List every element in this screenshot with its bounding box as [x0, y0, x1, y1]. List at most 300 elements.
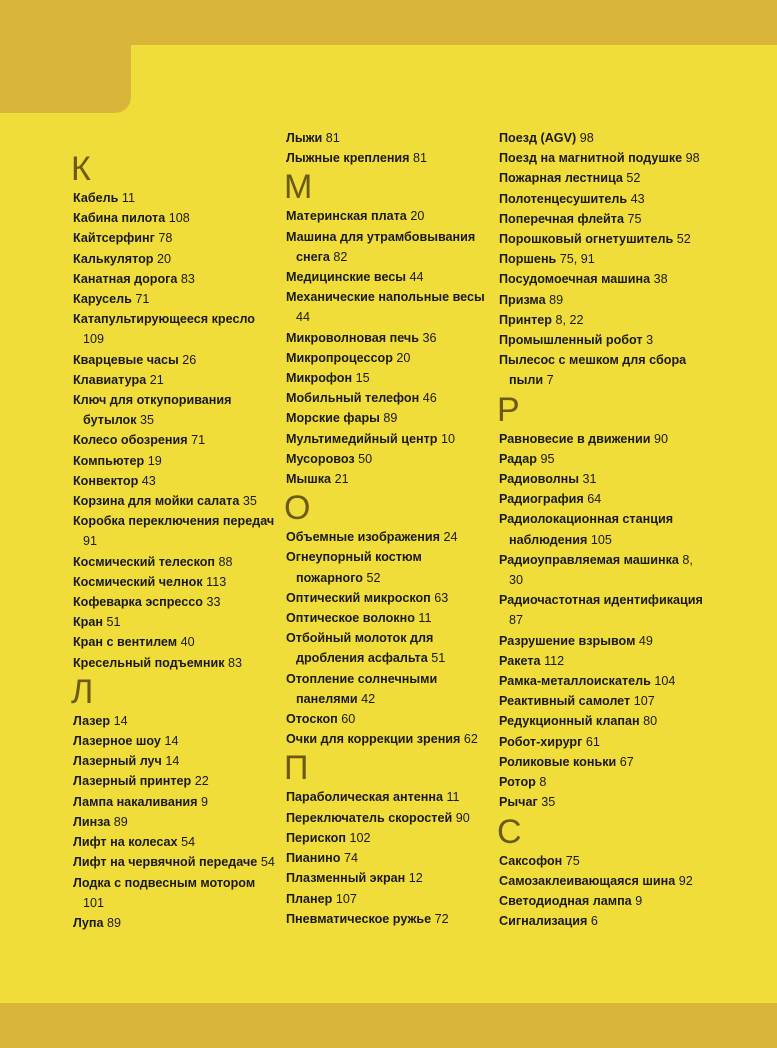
entry-line: [286, 230, 475, 244]
entry-term: Огнеупорный костюм: [286, 550, 422, 565]
entry-page-number: 21: [149, 372, 164, 387]
page-tab-notch: [0, 0, 131, 113]
entry-term: Лазерный луч: [73, 754, 162, 769]
entry-page-number: 87: [509, 613, 524, 628]
entry-line: [286, 351, 410, 365]
entry-term: Мусоровоз: [286, 451, 355, 466]
entry-term: Отоскоп: [286, 712, 338, 727]
index-entry: [286, 868, 496, 888]
entry-term: наблюдения: [509, 532, 588, 547]
entry-page-number: 46: [422, 391, 437, 406]
entry-page-number: 91: [83, 534, 98, 549]
entry-page-number: 104: [654, 674, 676, 689]
entry-term: Параболическая антенна: [286, 790, 443, 805]
index-entry: [499, 429, 709, 449]
index-entry: [286, 547, 496, 587]
entry-page-number: 43: [141, 473, 156, 488]
entry-term: Кран: [73, 615, 103, 630]
entry-term: Рамка-металлоискатель: [499, 674, 651, 689]
entry-page-number: 107: [335, 891, 357, 906]
entry-line: [286, 871, 423, 885]
entry-page-number: 63: [434, 590, 449, 605]
entry-page-number: 21: [334, 472, 349, 487]
index-entry: [499, 128, 709, 148]
entry-term: Компьютер: [73, 453, 145, 468]
index-entry: [73, 511, 283, 551]
entry-term: снега: [296, 249, 330, 264]
entry-term: Кабель: [73, 191, 119, 205]
entry-line: [286, 912, 449, 926]
index-entry: [286, 588, 496, 608]
index-entry: [73, 552, 283, 572]
entry-line: [73, 635, 195, 649]
entry-term: Призма: [499, 292, 546, 307]
index-entry: [499, 772, 709, 792]
entry-page-number: 38: [653, 272, 668, 287]
entry-page-number: 8,: [682, 552, 693, 567]
entry-term: Механические напольные весы: [286, 290, 485, 305]
entry-line: [73, 252, 171, 266]
entry-line: [73, 272, 195, 286]
entry-page-number: 22: [194, 774, 209, 789]
entry-term: пожарного: [296, 570, 363, 585]
index-entry: [499, 631, 709, 651]
entry-page-number: 35: [140, 413, 155, 428]
entry-term: Отопление солнечными: [286, 671, 438, 686]
entry-page-number: 35: [541, 795, 556, 810]
entry-line: [499, 795, 555, 809]
index-entry: [73, 653, 283, 673]
entry-page-number: 30: [509, 573, 524, 588]
entry-line: [73, 835, 195, 849]
entry-line: [286, 290, 485, 304]
index-entry: [499, 350, 709, 390]
entry-page-number: 14: [164, 734, 179, 749]
index-entry: [499, 249, 709, 269]
index-entry: [73, 289, 283, 309]
entry-line: [286, 851, 358, 865]
entry-line: [73, 433, 205, 447]
entry-line: [286, 631, 433, 645]
entry-page-number: 89: [383, 411, 398, 426]
index-entry: [499, 891, 709, 911]
entry-term: Перископ: [286, 830, 346, 845]
entry-term: дробления асфальта: [296, 651, 428, 666]
index-entry: [286, 729, 496, 749]
entry-line: [286, 151, 427, 165]
entry-page-number: 108: [168, 211, 190, 226]
entry-line: [286, 831, 370, 845]
entry-page-number: 3: [646, 333, 654, 348]
entry-line: [499, 472, 597, 486]
index-entry: [73, 771, 283, 791]
entry-term: Кабина пилота: [73, 211, 166, 226]
entry-line: [286, 550, 422, 564]
index-entry: [73, 309, 283, 349]
entry-term: Пневматическое ружье: [286, 911, 432, 926]
entry-page-number: 10: [441, 431, 456, 446]
entry-line: [286, 247, 496, 267]
entry-line: [286, 530, 457, 544]
entry-line: [73, 474, 156, 488]
index-section: [286, 128, 496, 168]
entry-line: [73, 855, 275, 869]
entry-line: [499, 634, 653, 648]
entry-line: [73, 656, 242, 670]
entry-page-number: 15: [355, 371, 370, 386]
index-section: [286, 749, 496, 928]
entry-term: Оптическое волокно: [286, 611, 415, 626]
entry-line: [286, 712, 355, 726]
index-entry: [286, 287, 496, 327]
entry-page-number: 20: [156, 251, 171, 266]
entry-page-number: 8: [539, 775, 547, 790]
entry-term: бутылок: [83, 413, 137, 428]
entry-term: Канатная дорога: [73, 271, 178, 286]
index-entry: [73, 430, 283, 450]
entry-line: [73, 754, 179, 768]
index-section: [499, 813, 709, 932]
entry-line: [73, 410, 283, 430]
entry-page-number: 36: [422, 330, 437, 345]
entry-page-number: 80: [643, 714, 658, 729]
entry-term: Материнская плата: [286, 209, 407, 224]
entry-term: Поперечная флейта: [499, 211, 624, 226]
index-entry: [286, 267, 496, 287]
entry-term: Космический телескоп: [73, 554, 215, 569]
entry-page-number: 105: [590, 532, 612, 547]
entry-page-number: 12: [408, 871, 423, 886]
entry-term: Поезд (AGV): [499, 131, 577, 145]
entry-line: [499, 593, 703, 607]
entry-term: Пианино: [286, 851, 341, 866]
entry-page-number: 51: [106, 615, 121, 630]
entry-line: [73, 734, 178, 748]
entry-page-number: 61: [585, 734, 600, 749]
entry-term: Полотенцесушитель: [499, 191, 628, 206]
index-entry: [499, 651, 709, 671]
section-letter: Р: [497, 390, 520, 429]
entry-page-number: 98: [579, 131, 594, 145]
entry-term: Радар: [499, 451, 537, 466]
entry-term: Карусель: [73, 292, 132, 307]
entry-line: [73, 353, 196, 367]
entry-term: Кофеварка эспрессо: [73, 595, 203, 610]
entry-line: [73, 494, 257, 508]
entry-line: [499, 492, 601, 506]
index-entry: [286, 368, 496, 388]
entry-term: Принтер: [499, 312, 552, 327]
entry-line: [73, 774, 209, 788]
entry-term: Микрофон: [286, 371, 353, 386]
entry-line: [499, 212, 641, 226]
entry-page-number: 20: [410, 209, 425, 224]
entry-term: Лифт на колесах: [73, 835, 178, 850]
index-entry: [73, 188, 283, 208]
entry-page-number: 82: [333, 249, 348, 264]
entry-page-number: 72: [434, 911, 449, 926]
index-entry: [73, 471, 283, 491]
entry-line: [73, 329, 283, 349]
entry-term: Равновесие в движении: [499, 431, 651, 446]
entry-page-number: 78: [158, 231, 173, 246]
index-entry: [73, 913, 283, 933]
entry-page-number: 95: [540, 451, 555, 466]
entry-term: Космический челнок: [73, 574, 203, 589]
entry-term: Кран с вентилем: [73, 635, 178, 650]
entry-term: Реактивный самолет: [499, 694, 631, 709]
entry-line: [499, 151, 700, 165]
index-entry: [499, 711, 709, 731]
entry-line: [499, 252, 595, 266]
entry-line: [499, 674, 675, 688]
entry-line: [73, 531, 283, 551]
entry-term: Лыжи: [286, 131, 323, 145]
entry-line: [286, 131, 340, 145]
index-entry: [286, 328, 496, 348]
entry-page-number: 83: [180, 271, 195, 286]
entry-term: Радиочастотная идентификация: [499, 593, 703, 608]
entry-page-number: 9: [635, 893, 643, 908]
entry-term: Кресельный подъемник: [73, 655, 225, 670]
entry-page-number: 101: [83, 895, 105, 910]
index-entry: [286, 527, 496, 547]
index-entry: [499, 449, 709, 469]
section-letter: П: [284, 749, 309, 788]
entry-page-number: 64: [587, 492, 602, 507]
entry-page-number: 113: [206, 574, 227, 589]
entry-line: [499, 272, 668, 286]
index-entry: [286, 449, 496, 469]
entry-line: [286, 732, 478, 746]
entry-page-number: 11: [446, 790, 460, 805]
entry-term: Плазменный экран: [286, 871, 406, 886]
entry-page-number: 9: [201, 794, 209, 809]
entry-line: [286, 432, 455, 446]
entry-term: Ключ для откупоривания: [73, 393, 232, 408]
entry-line: [499, 854, 580, 868]
entry-term: Лазерный принтер: [73, 774, 192, 789]
entry-term: Самозаклеивающаяся шина: [499, 873, 676, 888]
entry-line: [73, 893, 283, 913]
entry-line: [73, 211, 190, 225]
entry-line: [286, 689, 496, 709]
entry-line: [499, 293, 563, 307]
entry-line: [73, 795, 208, 809]
index-entry: [286, 206, 496, 226]
entry-term: Оптический микроскоп: [286, 590, 431, 605]
entry-term: Очки для коррекции зрения: [286, 732, 461, 747]
entry-page-number: 24: [443, 530, 458, 545]
entry-term: Саксофон: [499, 853, 563, 868]
index-section: [286, 489, 496, 749]
entry-term: Радиография: [499, 492, 584, 507]
entry-line: [499, 553, 693, 567]
entry-term: Лифт на червячной передаче: [73, 855, 258, 870]
index-entry: [73, 572, 283, 592]
entry-term: Радиоуправляемая машинка: [499, 552, 679, 567]
index-entry: [499, 911, 709, 931]
index-entry: [499, 671, 709, 691]
index-entry: [73, 350, 283, 370]
entry-term: Рычаг: [499, 795, 538, 810]
entry-page-number: 71: [135, 292, 150, 307]
index-entry: [499, 509, 709, 549]
entry-line: [73, 815, 128, 829]
entry-term: Катапультирующееся кресло: [73, 312, 255, 327]
index-entry: [286, 709, 496, 729]
index-entry: [73, 632, 283, 652]
entry-page-number: 81: [413, 151, 428, 166]
entry-term: Мышка: [286, 472, 332, 487]
entry-term: Линза: [73, 814, 111, 829]
entry-term: Сигнализация: [499, 914, 588, 929]
index-entry: [73, 269, 283, 289]
index-entry: [499, 189, 709, 209]
index-entry: [73, 228, 283, 248]
entry-line: [286, 209, 424, 223]
entry-term: Калькулятор: [73, 251, 154, 266]
entry-term: Редукционный клапан: [499, 714, 640, 729]
entry-line: [73, 514, 274, 528]
entry-page-number: 31: [582, 472, 597, 487]
index-entry: [73, 792, 283, 812]
entry-line: [499, 755, 634, 769]
entry-line: [499, 775, 546, 789]
entry-page-number: 8, 22: [555, 312, 584, 327]
entry-page-number: 20: [396, 350, 411, 365]
section-letter: С: [497, 812, 522, 851]
entry-line: [499, 894, 642, 908]
entry-line: [286, 892, 357, 906]
entry-term: Переключатель скоростей: [286, 810, 453, 825]
entry-line: [499, 131, 594, 145]
entry-term: пыли: [509, 373, 544, 388]
entry-term: панелями: [296, 691, 358, 706]
entry-term: Пожарная лестница: [499, 171, 623, 186]
index-section: [286, 168, 496, 489]
index-entry: [286, 227, 496, 267]
entry-term: Мобильный телефон: [286, 391, 420, 406]
index-entry: [73, 832, 283, 852]
entry-term: Лазер: [73, 713, 111, 728]
entry-term: Колесо обозрения: [73, 433, 188, 448]
entry-line: [286, 270, 424, 284]
entry-term: Конвектор: [73, 473, 139, 488]
index-entry: [73, 249, 283, 269]
entry-line: [73, 191, 135, 205]
index-section: [73, 673, 283, 933]
index-entry: [499, 489, 709, 509]
entry-page-number: 6: [590, 914, 598, 929]
index-entry: [499, 168, 709, 188]
entry-line: [499, 914, 598, 928]
index-entry: [286, 848, 496, 868]
index-entry: [286, 669, 496, 709]
entry-page-number: 92: [678, 873, 693, 888]
entry-page-number: 112: [544, 653, 565, 668]
index-entry: [286, 808, 496, 828]
entry-line: [286, 391, 437, 405]
entry-term: Микропроцессор: [286, 350, 393, 365]
entry-line: [499, 610, 709, 630]
index-entry: [286, 128, 496, 148]
entry-page-number: 107: [633, 694, 655, 709]
entry-term: Пылесос с мешком для сбора: [499, 353, 687, 368]
index-entry: [286, 429, 496, 449]
entry-page-number: 60: [341, 712, 356, 727]
index-entry: [286, 889, 496, 909]
section-letter: К: [71, 150, 91, 188]
entry-line: [499, 570, 709, 590]
index-entry: [499, 851, 709, 871]
entry-page-number: 89: [113, 814, 128, 829]
entry-line: [286, 811, 470, 825]
entry-page-number: 75, 91: [559, 252, 595, 267]
entry-page-number: 50: [358, 451, 373, 466]
entry-line: [499, 874, 693, 888]
entry-term: Посудомоечная машина: [499, 272, 651, 287]
entry-term: Порошковый огнетушитель: [499, 232, 674, 247]
entry-term: Радиоволны: [499, 472, 579, 487]
entry-term: Объемные изображения: [286, 530, 440, 545]
index-entry: [499, 290, 709, 310]
entry-line: [499, 432, 668, 446]
entry-term: Робот-хирург: [499, 734, 583, 749]
entry-term: Ротор: [499, 775, 536, 790]
index-entry: [499, 310, 709, 330]
entry-page-number: 52: [676, 232, 691, 247]
entry-page-number: 43: [630, 191, 645, 206]
entry-term: Машина для утрамбовывания: [286, 229, 476, 244]
index-entry: [499, 209, 709, 229]
entry-page-number: 90: [654, 431, 669, 446]
entry-page-number: 19: [147, 453, 162, 468]
entry-line: [286, 648, 496, 668]
entry-page-number: 52: [626, 171, 641, 186]
index-entry: [499, 691, 709, 711]
entry-term: Лупа: [73, 915, 104, 930]
entry-term: Корзина для мойки салата: [73, 494, 240, 509]
entry-line: [286, 672, 437, 686]
index-entry: [286, 408, 496, 428]
entry-term: Поезд на магнитной подушке: [499, 151, 683, 166]
entry-term: Микроволновая печь: [286, 330, 419, 345]
index-section: [73, 150, 283, 673]
entry-line: [286, 371, 370, 385]
entry-page-number: 11: [121, 191, 135, 205]
entry-term: Светодиодная лампа: [499, 893, 632, 908]
entry-page-number: 67: [619, 754, 634, 769]
entry-term: Морские фары: [286, 411, 380, 426]
entry-page-number: 49: [638, 633, 653, 648]
entry-line: [286, 331, 436, 345]
entry-line: [499, 313, 583, 327]
entry-page-number: 54: [260, 855, 275, 870]
entry-page-number: 51: [431, 651, 446, 666]
index-entry: [499, 590, 709, 630]
entry-page-number: 75: [627, 211, 642, 226]
index-entry: [73, 812, 283, 832]
entry-page-number: 52: [366, 570, 381, 585]
entry-line: [499, 192, 645, 206]
entry-term: Отбойный молоток для: [286, 631, 434, 646]
index-entry: [286, 787, 496, 807]
entry-line: [499, 714, 657, 728]
index-entry: [73, 491, 283, 511]
entry-line: [73, 231, 172, 245]
section-letter: О: [284, 489, 311, 528]
